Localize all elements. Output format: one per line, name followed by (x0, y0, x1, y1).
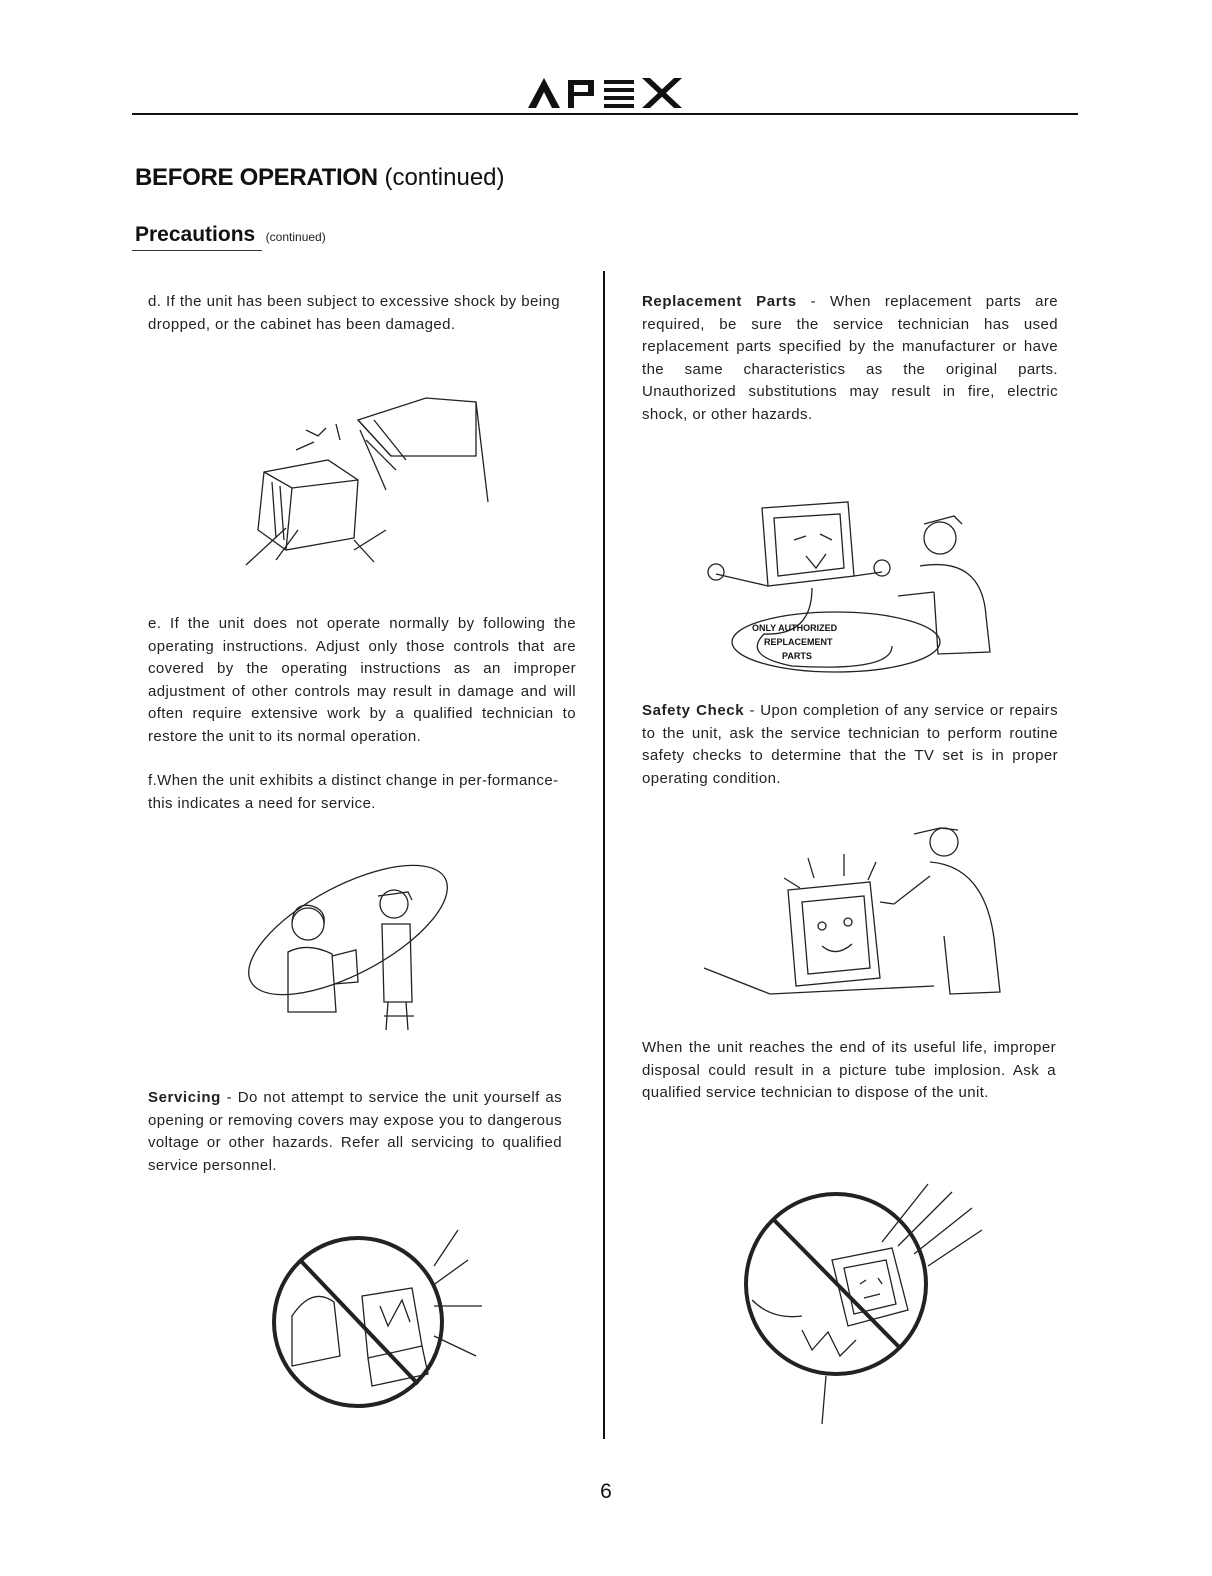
section-title (135, 164, 505, 192)
safety-check-text: - Upon completion of any service or repairs to the unit, ask the service technician to perform routine safety checks to determine that the TV set is in proper operating condition. (642, 702, 1058, 787)
safety-check-illustration (704, 818, 1006, 1002)
replacement-parts-paragraph (642, 291, 1058, 426)
page-number: 6 (600, 1480, 612, 1503)
disposal-text: When the unit reaches the end of its useful life, improper disposal could result in a picture tube implosion. Ask a qualified service technician to dispose of the unit. (642, 1039, 1056, 1101)
apex-logo-graphic (526, 74, 686, 110)
replacement-tag-line-3: PARTS (782, 651, 812, 661)
precaution-d-text: d. If the unit has been subject to excessive shock by being dropped, or the cabinet has been damaged. (148, 293, 560, 333)
section-title-continued: (continued) (384, 164, 505, 191)
replacement-tag-line-2: REPLACEMENT (764, 637, 833, 647)
servicing-paragraph (148, 1087, 562, 1177)
consult-technician-illustration (236, 852, 458, 1034)
dropped-tv-illustration (236, 390, 496, 575)
precaution-e (148, 613, 576, 748)
safety-check-label: Safety Check (642, 702, 745, 719)
improper-disposal-illustration (732, 1180, 982, 1426)
safety-check-paragraph (642, 700, 1058, 790)
precaution-e-text: e. If the unit does not operate normally by following the operating instructions. Adjust only those controls that are covered by the operating instructions as an improper adjustment of other controls may result in damage and will often require extensive work by a qualified technician to restore the unit to its normal operation. (148, 615, 576, 745)
subsection-title-bold: Precautions (135, 223, 256, 246)
replacement-parts-illustration (702, 496, 1002, 684)
header-rule (132, 113, 1078, 115)
do-not-open-cabinet-illustration (262, 1226, 486, 1408)
disposal-paragraph (642, 1037, 1056, 1105)
section-title-bold: BEFORE OPERATION (135, 164, 378, 191)
apex-logo (526, 74, 686, 110)
subsection-title (135, 223, 326, 247)
subsection-title-continued: (continued) (265, 230, 326, 244)
precaution-d (148, 291, 560, 336)
servicing-text: - Do not attempt to service the unit yourself as opening or removing covers may expose you to dangerous voltage or other hazards. Refer all servicing to qualified service personnel. (148, 1089, 562, 1174)
replacement-tag-line-1: ONLY AUTHORIZED (752, 623, 838, 633)
precaution-f-text: f.When the unit exhibits a distinct change in per-formance-this indicates a need for service. (148, 772, 559, 812)
column-divider (603, 271, 605, 1439)
precaution-f (148, 770, 576, 815)
subsection-underline (132, 250, 262, 251)
replacement-parts-label: Replacement Parts (642, 293, 797, 310)
servicing-label: Servicing (148, 1089, 221, 1106)
replacement-parts-text: - When replacement parts are required, be sure the service technician has used replacement parts specified by the manufacturer or have the same characteristics as the original parts. Unauthorized substitutions may result in fire, electric shock, or other hazards. (642, 293, 1058, 423)
